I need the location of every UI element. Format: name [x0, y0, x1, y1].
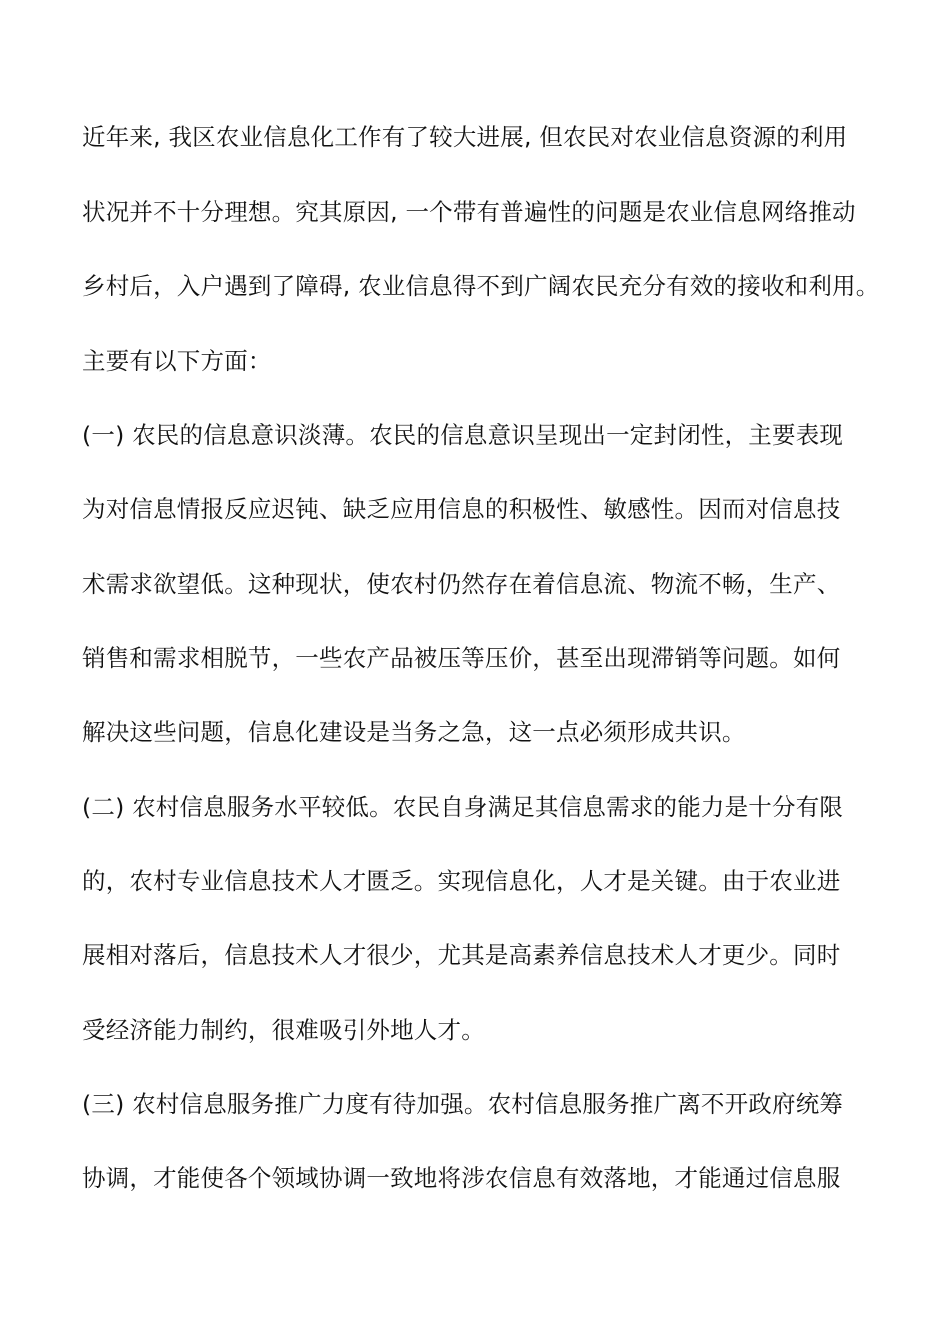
text-line-11: 的，农村专业信息技术人才匮乏。实现信息化，人才是关键。由于农业进: [82, 867, 841, 895]
text-line-8: 销售和需求相脱节，一些农产品被压等压价，甚至出现滞销等问题。如何: [82, 644, 841, 672]
text-line-13: 受经济能力制约，很难吸引外地人才。: [82, 1016, 485, 1044]
text-line-6: 为对信息情报反应迟钝、缺乏应用信息的积极性、敏感性。因而对信息技: [82, 495, 841, 523]
text-line-1: 近年来, 我区农业信息化工作有了较大进展, 但农民对农业信息资源的利用: [82, 123, 848, 151]
text-line-14: (三) 农村信息服务推广力度有待加强。农村信息服务推广离不开政府统筹: [82, 1090, 844, 1118]
text-line-3: 乡村后，入户遇到了障碍, 农业信息得不到广阔农民充分有效的接收和利用。: [82, 272, 880, 300]
text-line-9: 解决这些问题，信息化建设是当务之急，这一点必须形成共识。: [82, 718, 746, 746]
text-line-5: (一) 农民的信息意识淡薄。农民的信息意识呈现出一定封闭性，主要表现: [82, 421, 844, 449]
text-line-10: (二) 农村信息服务水平较低。农民自身满足其信息需求的能力是十分有限: [82, 793, 844, 821]
text-line-7: 术需求欲望低。这种现状，使农村仍然存在着信息流、物流不畅，生产、: [82, 570, 841, 598]
text-line-4: 主要有以下方面：: [82, 347, 272, 375]
text-line-12: 展相对落后，信息技术人才很少，尤其是高素养信息技术人才更少。同时: [82, 941, 841, 969]
text-line-15: 协调，才能使各个领域协调一致地将涉农信息有效落地，才能通过信息服: [82, 1164, 841, 1192]
text-line-2: 状况并不十分理想。究其原因, 一个带有普遍性的问题是农业信息网络推动: [82, 198, 856, 226]
